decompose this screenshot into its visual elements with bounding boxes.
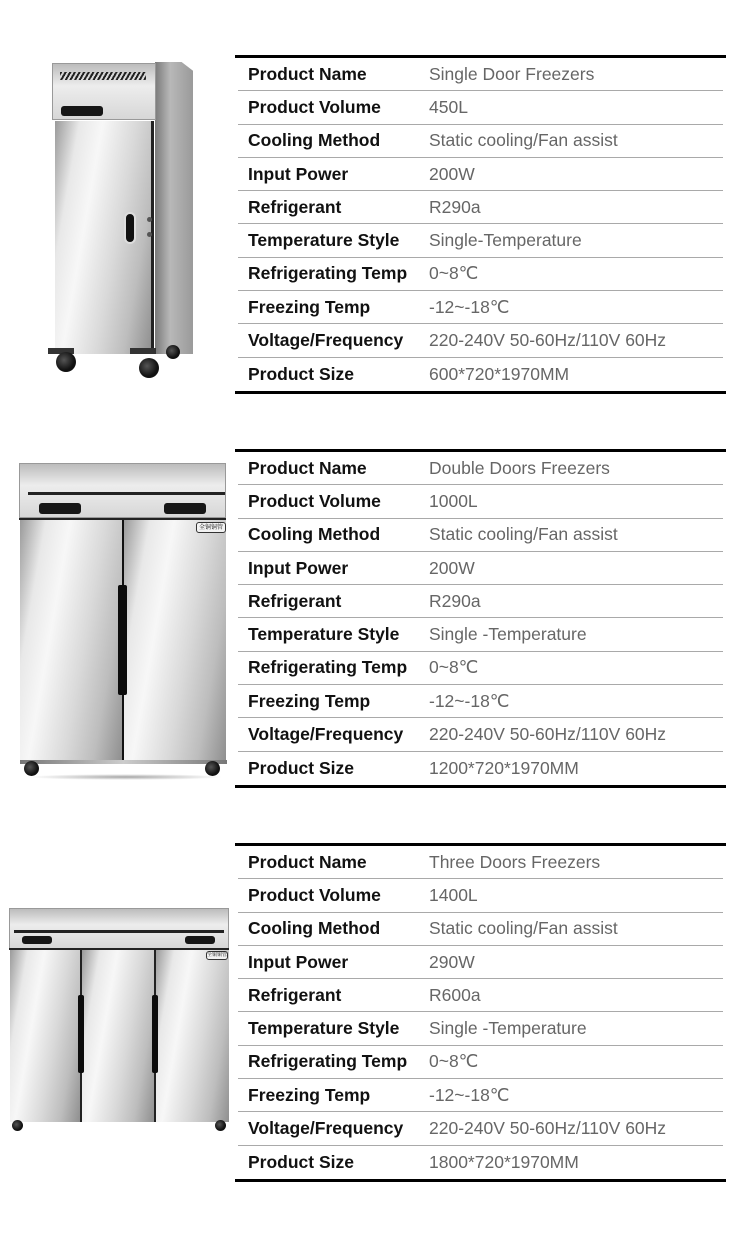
caster-wheel <box>24 761 39 776</box>
table-row <box>238 846 723 879</box>
spec-label: Input Power <box>248 163 349 184</box>
spec-label: Product Name <box>248 457 367 478</box>
table-row <box>238 652 723 685</box>
caster-wheel <box>139 358 159 378</box>
spec-value: 0~8℃ <box>429 1051 479 1072</box>
caster-wheel <box>56 352 76 372</box>
door-handle <box>78 995 84 1073</box>
table-row <box>238 324 723 357</box>
spec-label: Temperature Style <box>248 624 400 645</box>
spec-label: Input Power <box>248 557 349 578</box>
table-row <box>238 618 723 651</box>
door-handle <box>118 585 127 695</box>
spec-value: -12~-18℃ <box>429 690 510 711</box>
table-row <box>238 224 723 257</box>
product-three-door <box>0 840 750 1185</box>
spec-value: R600a <box>429 984 481 1005</box>
spec-label: Temperature Style <box>248 1018 400 1039</box>
table-row <box>238 291 723 324</box>
spec-label: Voltage/Frequency <box>248 1118 404 1139</box>
caster-wheel <box>205 761 220 776</box>
table-row <box>238 452 723 485</box>
spec-label: Cooling Method <box>248 130 381 151</box>
spec-value: Single -Temperature <box>429 624 587 645</box>
table-row <box>238 258 723 291</box>
table-row <box>238 879 723 912</box>
table-row <box>238 1112 723 1145</box>
table-row <box>238 752 723 785</box>
spec-value: -12~-18℃ <box>429 1084 510 1105</box>
table-row <box>238 485 723 518</box>
spec-label: Temperature Style <box>248 230 400 251</box>
door-handle <box>124 212 136 244</box>
spec-label: Refrigerant <box>248 196 342 217</box>
feature-badge: 全铜铜管 <box>207 952 228 958</box>
spec-label: Cooling Method <box>248 524 381 545</box>
spec-value: Static cooling/Fan assist <box>429 918 618 939</box>
table-row <box>238 685 723 718</box>
spec-value: R290a <box>429 196 481 217</box>
table-row <box>238 358 723 391</box>
spec-label: Product Name <box>248 851 367 872</box>
spec-value: 1800*720*1970MM <box>429 1151 579 1172</box>
table-row <box>238 552 723 585</box>
spec-label: Product Size <box>248 1151 354 1172</box>
spec-value: 0~8℃ <box>429 263 479 284</box>
spec-table <box>235 449 726 788</box>
table-row <box>238 1046 723 1079</box>
spec-value: 200W <box>429 163 475 184</box>
spec-value: 1400L <box>429 884 478 905</box>
spec-value: Three Doors Freezers <box>429 851 601 872</box>
spec-table <box>235 55 726 394</box>
spec-label: Cooling Method <box>248 918 381 939</box>
spec-label: Refrigerating Temp <box>248 263 408 284</box>
spec-label: Freezing Temp <box>248 296 371 317</box>
control-display-right <box>164 503 206 514</box>
spec-label: Input Power <box>248 951 349 972</box>
table-row <box>238 585 723 618</box>
control-display <box>61 106 103 116</box>
product-double-door <box>0 446 750 791</box>
spec-value: R290a <box>429 590 481 611</box>
table-bottom-rule <box>235 391 726 394</box>
spec-label: Freezing Temp <box>248 690 371 711</box>
table-bottom-rule <box>235 785 726 788</box>
spec-value: Single Door Freezers <box>429 63 595 84</box>
spec-value: 1200*720*1970MM <box>429 757 579 778</box>
product-single-door <box>0 52 750 397</box>
table-row <box>238 718 723 751</box>
table-row <box>238 158 723 191</box>
spec-label: Refrigerant <box>248 590 342 611</box>
spec-value: Static cooling/Fan assist <box>429 524 618 545</box>
spec-value: Single-Temperature <box>429 230 582 251</box>
control-display-left <box>22 936 52 944</box>
table-bottom-rule <box>235 1179 726 1182</box>
three-door-freezer-icon <box>0 840 235 1185</box>
spec-label: Refrigerating Temp <box>248 1051 408 1072</box>
table-row <box>238 191 723 224</box>
spec-value: Single -Temperature <box>429 1018 587 1039</box>
caster-wheel <box>215 1120 226 1131</box>
spec-value: -12~-18℃ <box>429 296 510 317</box>
table-row <box>238 913 723 946</box>
table-row <box>238 125 723 158</box>
control-display-left <box>39 503 81 514</box>
feature-badge: 全铜铜管 <box>196 522 226 533</box>
caster-wheel <box>12 1120 23 1131</box>
spec-value: 200W <box>429 557 475 578</box>
table-row <box>238 58 723 91</box>
table-row <box>238 946 723 979</box>
table-row <box>238 519 723 552</box>
table-row <box>238 91 723 124</box>
spec-label: Freezing Temp <box>248 1084 371 1105</box>
caster-wheel <box>166 345 180 359</box>
spec-label: Voltage/Frequency <box>248 330 404 351</box>
spec-table <box>235 843 726 1182</box>
door-handle <box>152 995 158 1073</box>
table-row <box>238 1012 723 1045</box>
double-door-freezer-icon <box>0 446 235 791</box>
single-door-freezer-icon <box>0 52 235 397</box>
spec-value: 220-240V 50-60Hz/110V 60Hz <box>429 1118 667 1139</box>
control-display-right <box>185 936 215 944</box>
spec-label: Refrigerant <box>248 984 342 1005</box>
spec-value: 290W <box>429 951 475 972</box>
spec-label: Product Size <box>248 363 354 384</box>
spec-value: 450L <box>429 96 468 117</box>
spec-value: 1000L <box>429 490 478 511</box>
spec-label: Product Volume <box>248 490 381 511</box>
spec-label: Product Volume <box>248 884 381 905</box>
spec-label: Product Name <box>248 63 367 84</box>
table-row <box>238 979 723 1012</box>
spec-value: 600*720*1970MM <box>429 363 570 384</box>
spec-value: Double Doors Freezers <box>429 457 610 478</box>
spec-value: Static cooling/Fan assist <box>429 130 618 151</box>
spec-label: Refrigerating Temp <box>248 657 408 678</box>
spec-value: 220-240V 50-60Hz/110V 60Hz <box>429 330 667 351</box>
spec-label: Product Size <box>248 757 354 778</box>
spec-label: Product Volume <box>248 96 381 117</box>
spec-label: Voltage/Frequency <box>248 724 404 745</box>
table-row <box>238 1146 723 1179</box>
table-row <box>238 1079 723 1112</box>
spec-value: 0~8℃ <box>429 657 479 678</box>
spec-value: 220-240V 50-60Hz/110V 60Hz <box>429 724 667 745</box>
